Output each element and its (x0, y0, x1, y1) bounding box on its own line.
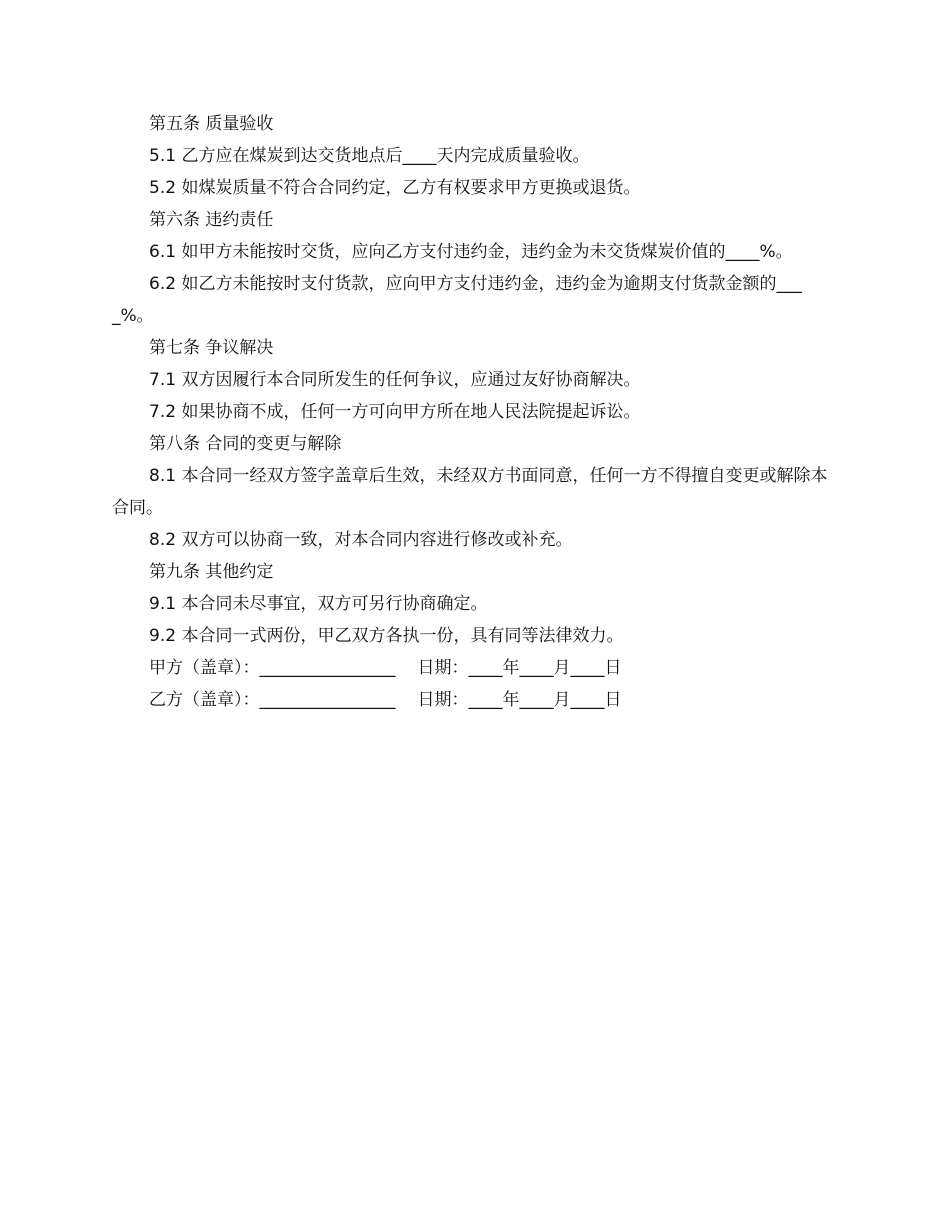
clause-7-2: 7.2 如果协商不成，任何一方可向甲方所在地人民法院提起诉讼。 (149, 402, 641, 422)
clause-5-2: 5.2 如煤炭质量不符合合同约定，乙方有权要求甲方更换或退货。 (149, 178, 641, 198)
party-b-seal-field: 乙方（盖章）：________________ (149, 690, 396, 710)
clause-6-2: 6.2 如乙方未能按时支付货款，应向甲方支付违约金，违约金为逾期支付货款金额的____%。 (112, 274, 802, 326)
clause-5-1: 5.1 乙方应在煤炭到达交货地点后____天内完成质量验收。 (149, 146, 590, 166)
article-6-heading: 第六条 违约责任 (149, 210, 274, 230)
article-7-heading: 第七条 争议解决 (149, 338, 274, 358)
contract-body (112, 108, 838, 716)
article-9-heading: 第九条 其他约定 (149, 562, 274, 582)
clause-8-2: 8.2 双方可以协商一致，对本合同内容进行修改或补充。 (149, 530, 573, 550)
signature-row-party-a (112, 652, 838, 684)
article-8-heading: 第八条 合同的变更与解除 (149, 434, 342, 454)
party-b-date-field: 日期：____年____月____日 (417, 690, 622, 710)
clause-6-1: 6.1 如甲方未能按时交货，应向乙方支付违约金，违约金为未交货煤炭价值的____%。 (149, 242, 793, 262)
signature-row-party-b (112, 684, 838, 716)
clause-7-1: 7.1 双方因履行本合同所发生的任何争议，应通过友好协商解决。 (149, 370, 641, 390)
article-5-heading: 第五条 质量验收 (149, 114, 274, 134)
party-a-date-field: 日期：____年____月____日 (417, 658, 622, 678)
party-a-seal-field: 甲方（盖章）：________________ (149, 658, 396, 678)
clause-9-2: 9.2 本合同一式两份，甲乙双方各执一份，具有同等法律效力。 (149, 626, 624, 646)
clause-9-1: 9.1 本合同未尽事宜，双方可另行协商确定。 (149, 594, 488, 614)
clause-8-1: 8.1 本合同一经双方签字盖章后生效，未经双方书面同意，任何一方不得擅自变更或解除本合同。 (112, 466, 828, 518)
